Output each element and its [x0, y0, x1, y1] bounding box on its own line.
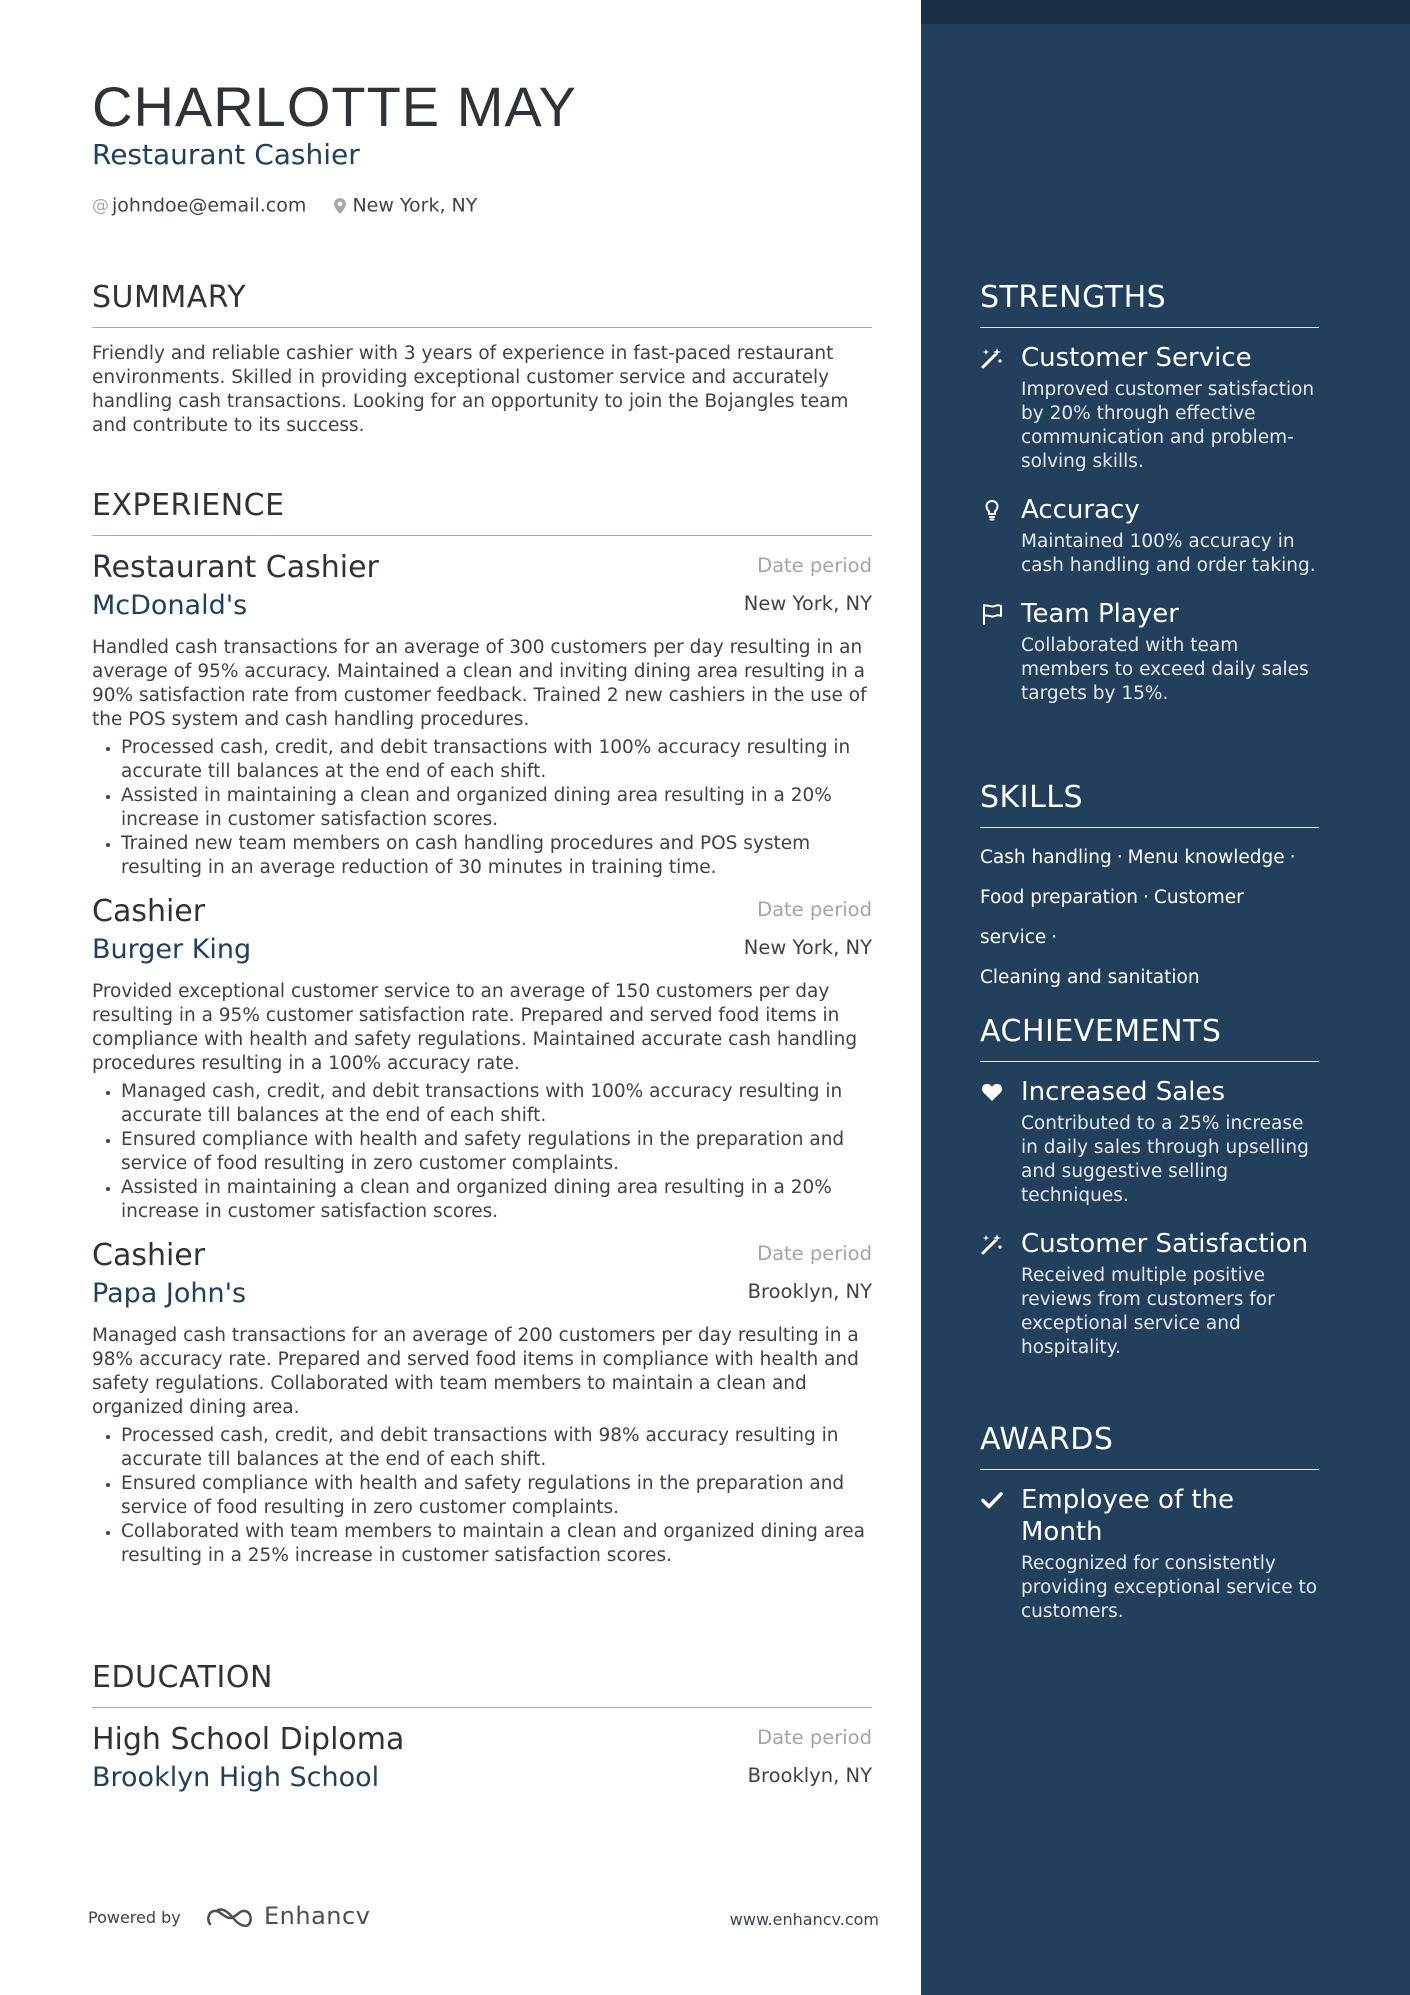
award-text: Recognized for consistently providing exceptional service to customers. — [1021, 1553, 1318, 1622]
job-bullets — [92, 736, 872, 880]
education-entry — [92, 1722, 872, 1802]
strength-item — [980, 494, 1319, 578]
job-bullet: • Collaborated with team members to maintain a clean and organized dining area resulting in a 25% increase in customer satisfaction scores. — [121, 1520, 872, 1568]
strength-title: Team Player — [1021, 599, 1179, 629]
location-text: New York, NY — [352, 194, 478, 217]
achievement-text: Contributed to a 25% increase in daily sales through upselling and suggestive selling techniques. — [1021, 1113, 1309, 1206]
summary-heading: SUMMARY — [92, 280, 872, 328]
skill-separator: · — [1116, 847, 1123, 868]
strengths-heading: STRENGTHS — [980, 280, 1319, 328]
contact-line — [92, 194, 477, 217]
job-role: Cashier — [92, 894, 206, 929]
job-bullet: • Assisted in maintaining a clean and organized dining area resulting in a 20% increase in customer satisfaction scores. — [121, 784, 872, 832]
education-school: Brooklyn High School — [92, 1762, 380, 1793]
job-description: Handled cash transactions for an average of 300 customers per day resulting in an average of 95% accuracy. Maintained a clean and inviting dining area resulting in a 90% satisfaction rate from customer feedback. Trained 2 new cashiers in the use of the POS system and cash handling procedures. — [92, 637, 867, 730]
job-date: Date period — [757, 554, 872, 577]
sidebar-top-band — [921, 0, 1410, 24]
magic-wand-icon — [980, 346, 1004, 370]
candidate-name: CHARLOTTE MAY — [92, 75, 577, 138]
experience-heading: EXPERIENCE — [92, 488, 872, 536]
candidate-title: Restaurant Cashier — [92, 138, 360, 171]
job-entry — [92, 550, 872, 880]
job-company: McDonald's — [92, 590, 248, 621]
checkmark-icon — [980, 1488, 1004, 1512]
magic-wand-icon — [980, 1232, 1004, 1256]
job-entry — [92, 1238, 872, 1568]
achievement-text: Received multiple positive reviews from customers for exceptional service and hospitality. — [1021, 1265, 1275, 1358]
job-date: Date period — [757, 898, 872, 921]
education-location: Brooklyn, NY — [747, 1764, 872, 1787]
skills-heading: SKILLS — [980, 780, 1319, 828]
job-date: Date period — [757, 1242, 872, 1265]
email-link[interactable]: johndoe@email.com — [112, 194, 307, 217]
job-description: Managed cash transactions for an average of 200 customers per day resulting in a 98% accuracy rate. Prepared and served food items in compliance with health and safety regulations. Collaborated with team members to maintain a clean and organized dining area. — [92, 1325, 859, 1418]
strength-item — [980, 598, 1319, 706]
job-bullet: • Managed cash, credit, and debit transactions with 100% accuracy resulting in accurate till balances at the end of each shift. — [121, 1080, 872, 1128]
website-link[interactable]: www.enhancv.com — [729, 1910, 879, 1929]
job-bullets — [92, 1080, 872, 1224]
job-bullet: • Ensured compliance with health and safety regulations in the preparation and service of food resulting in zero customer complaints. — [121, 1128, 872, 1176]
achievement-title: Increased Sales — [1021, 1077, 1226, 1107]
job-role: Cashier — [92, 1238, 206, 1273]
achievement-item — [980, 1228, 1319, 1360]
award-title: Employee of the Month — [1021, 1485, 1235, 1547]
job-description: Provided exceptional customer service to an average of 150 customers per day resulting in a 95% customer satisfaction rate. Prepared and served food items in compliance with health and safety regulations. Maintained accurate cash handling procedures resulting in a 100% accuracy rate. — [92, 981, 858, 1074]
skill-tag: Food preparation — [980, 887, 1139, 908]
strength-text: Improved customer satisfaction by 20% through effective communication and problem-solving skills. — [1021, 379, 1315, 472]
heart-icon — [980, 1080, 1004, 1104]
job-role: Restaurant Cashier — [92, 550, 379, 585]
achievements-section — [980, 1014, 1319, 1360]
flag-icon — [980, 602, 1004, 626]
job-bullets — [92, 1424, 872, 1568]
strength-text: Maintained 100% accuracy in cash handling and order taking. — [1021, 531, 1316, 576]
strength-text: Collaborated with team members to exceed daily sales targets by 15%. — [1021, 635, 1309, 704]
award-item — [980, 1484, 1319, 1624]
summary-text: Friendly and reliable cashier with 3 years of experience in fast-paced restaurant environments. Skilled in providing exceptional customer service and accurately handling cash transactions. Looking for an opportunity to join the Bojangles team and contribute to its success. — [92, 343, 849, 436]
education-degree: High School Diploma — [92, 1722, 405, 1757]
strengths-section — [980, 280, 1319, 706]
skill-separator: · — [1143, 887, 1149, 908]
education-heading: EDUCATION — [92, 1660, 872, 1708]
job-bullet: • Ensured compliance with health and safety regulations in the preparation and service of food resulting in zero customer complaints. — [121, 1472, 872, 1520]
job-company: Burger King — [92, 934, 252, 965]
job-bullet: • Processed cash, credit, and debit transactions with 100% accuracy resulting in accurate till balances at the end of each shift. — [121, 736, 872, 784]
job-location: New York, NY — [743, 592, 872, 615]
awards-section — [980, 1422, 1319, 1624]
skill-tag: Customer service — [980, 887, 1244, 948]
enhancv-logo-icon[interactable] — [206, 1904, 254, 1930]
education-date: Date period — [757, 1726, 872, 1749]
job-entry — [92, 894, 872, 1224]
footer — [88, 1900, 879, 1940]
achievement-item — [980, 1076, 1319, 1208]
location-pin-icon — [334, 198, 346, 214]
skills-section — [980, 780, 1319, 998]
summary-section — [92, 280, 872, 438]
awards-heading: AWARDS — [980, 1422, 1319, 1470]
at-sign-icon: @ — [92, 195, 109, 216]
job-bullet: • Trained new team members on cash handling procedures and POS system resulting in an average reduction of 30 minutes in training time. — [121, 832, 872, 880]
job-bullet: • Assisted in maintaining a clean and organized dining area resulting in a 20% increase in customer satisfaction scores. — [121, 1176, 872, 1224]
skill-separator: · — [1051, 927, 1058, 948]
job-location: Brooklyn, NY — [747, 1280, 872, 1303]
skill-tag: Cleaning and sanitation — [980, 967, 1200, 988]
strength-title: Customer Service — [1021, 343, 1252, 373]
skill-separator: · — [1289, 847, 1296, 868]
job-location: New York, NY — [743, 936, 872, 959]
education-section — [92, 1660, 872, 1802]
powered-by-label: Powered by — [88, 1908, 181, 1927]
strength-title: Accuracy — [1021, 495, 1140, 525]
job-company: Papa John's — [92, 1278, 247, 1309]
skill-tag: Menu knowledge — [1127, 847, 1285, 868]
job-bullet: • Processed cash, credit, and debit transactions with 98% accuracy resulting in accurate till balances at the end of each shift. — [121, 1424, 872, 1472]
achievement-title: Customer Satisfaction — [1021, 1229, 1309, 1259]
lightbulb-icon — [980, 498, 1004, 522]
achievements-heading: ACHIEVEMENTS — [980, 1014, 1319, 1062]
experience-section — [92, 488, 872, 1568]
strength-item — [980, 342, 1319, 474]
skill-tag: Cash handling — [980, 847, 1112, 868]
enhancv-logo-text[interactable]: Enhancv — [264, 1902, 371, 1930]
skills-list — [980, 838, 1319, 998]
